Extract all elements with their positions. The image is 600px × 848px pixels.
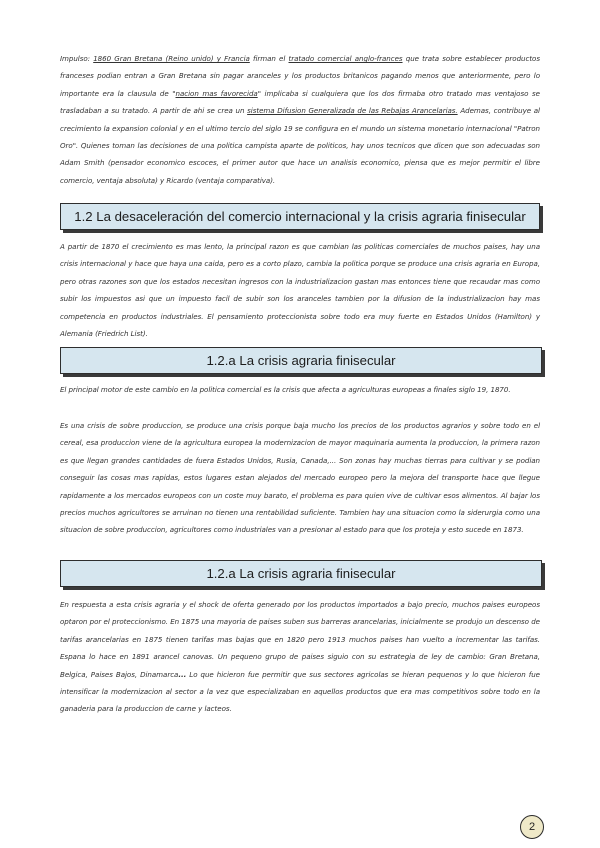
paragraph-impulso (60, 50, 540, 189)
paragraph-1870: A partir de 1870 el crecimiento es mas lento, la principal razon es que cambian las politicas comerciales de muchos paises, hay una crisis internacional y hace que haya una caida, pero es a corto plazo, cambia la politica porque se produce una crisis agraria en Europa, pero otras razones son que los estados necesitan ingresos con la industrializacion gastan mas entonces tiene que recaudar mas como subir los impuestos asi que un impuesto facil de subir son los aranceles tambien por la difusion de la industrializacion hay mas competencia en productos industriales. El pensamiento proteccionista sobre todo era muy fuerte en Estados Unidos (Hamilton) y Alemania (Friedrich List). (60, 242, 540, 339)
paragraph-sobre-produccion: Es una crisis de sobre produccion, se produce una crisis porque baja mucho los precios de los productos agrarios y sobre todo en el cereal, esa produccion viene de la agricultura europea la modernizacion de mayor maquinaria aumenta la produccion, la primera razon es que llegan grandes cantidades de fuera Estados Unidos, Rusia, Canada,... Son zonas hay muchas tierras para cultivar y se podian conseguir las cosas mas rapidas, estos lugares estan alejados del mercado europeo pero la mejora del transporte hace que llegue rapidamente a los mercados europeos con un coste muy barato, el problema es para quien vive de cultivar esos alimentos. Al bajar los precios muchos agricultores se arruinan no tienen una rentabilidad suficiente. Tambien hay una situacion como la siderurgia como una situacion de sobre produccion, agricultores como industriales van a presionar al estado para que los proteja y esto sucede en 1873. (60, 421, 540, 535)
section-heading-1-2 (60, 203, 540, 230)
text-fragment: " implicaba si cualquiera que los dos firmaba otro tratado mas ventajoso se trasladaban a su tratado. A partir de ahi se crea un (60, 88, 540, 116)
bold-ellipsis: ... (178, 669, 187, 679)
page-number: 2 (528, 821, 536, 833)
page-number-badge (520, 815, 544, 839)
impulso-text: Impulso: (60, 54, 94, 63)
section-heading-1-2-a-text: 1.2.a La crisis agraria finisecular (206, 353, 396, 368)
text-fragment: firman el (249, 54, 289, 63)
text-fragment: Ademas, contribuye al crecimiento la expansion colonial y en el ultimo tercio del siglo 19 se configura en el mundo un sistema monetario internacional "Patron Oro". Quienes toman las decisiones de una politica campista aparte de politicos, hay unos tecnicos que dicen que son adecuadas son Adam Smith (pensador economico escoces, el primer autor que hace un analisis economico, piensa que es mejor permitir el libre comercio, ventaja absoluta) y Ricardo (ventaja comparativa). (60, 106, 540, 185)
section-heading-1-2-a-repeat (60, 560, 542, 587)
tariff-system-underlined: sistema Difusion Generalizada de las Rebajas Arancelarias. (247, 106, 458, 116)
section-heading-1-2-text: 1.2 La desaceleración del comercio internacional y la crisis agraria finisecular (74, 209, 526, 224)
favored-nation-underlined: nacion mas favorecida (175, 88, 258, 98)
treaty-name-underlined: tratado comercial anglo-frances (288, 54, 403, 63)
text-fragment: En respuesta a esta crisis agraria y el shock de oferta generado por los productos importados a bajo precio, muchos paises europeos optaron por el proteccionismo. En 1875 una mayoria de paises suben sus barreras arancelarias, inicialmente se produjo un descenso de tarifas arancelarias en 1875 tienen tarifas mas bajas que en 1820 pero 1913 muchos paises han vuelto a incrementar las tarifas. Espana lo hace en 1891 arancel canovas. Un pequeno grupo de paises siguio con su estrategia de ley de cambio: Gran Bretana, Belgica, Paises Bajos, Dinamarca (60, 600, 540, 679)
text-fragment: que trata sobre establecer productos franceses podian entran a Gran Bretana sin pagar aranceles y los productos britanicos pagando menos que anteriormente, pero lo importante era la clausula de " (60, 54, 540, 98)
paragraph-principal-motor: El principal motor de este cambio en la politica comercial es la crisis que afecta a agriculturas europeas a finales siglo 19, 1870. (60, 385, 511, 394)
treaty-countries-underlined: 1860 Gran Bretana (Reino unido) y Francia (93, 54, 250, 63)
text-fragment: Lo que hicieron fue permitir que sus sectores agricolas se hieran pequenos y lo que hicieron fue intensificar la modernizacion al sector a la vez que especializaban en aquellos productos que era mas competitivos sobre todo en la ganaderia para la produccion de carne y lacteos. (60, 669, 540, 714)
section-heading-1-2-a (60, 347, 542, 374)
section-heading-1-2-a-repeat-text: 1.2.a La crisis agraria finisecular (206, 566, 396, 581)
paragraph-respuesta-crisis (60, 596, 540, 718)
